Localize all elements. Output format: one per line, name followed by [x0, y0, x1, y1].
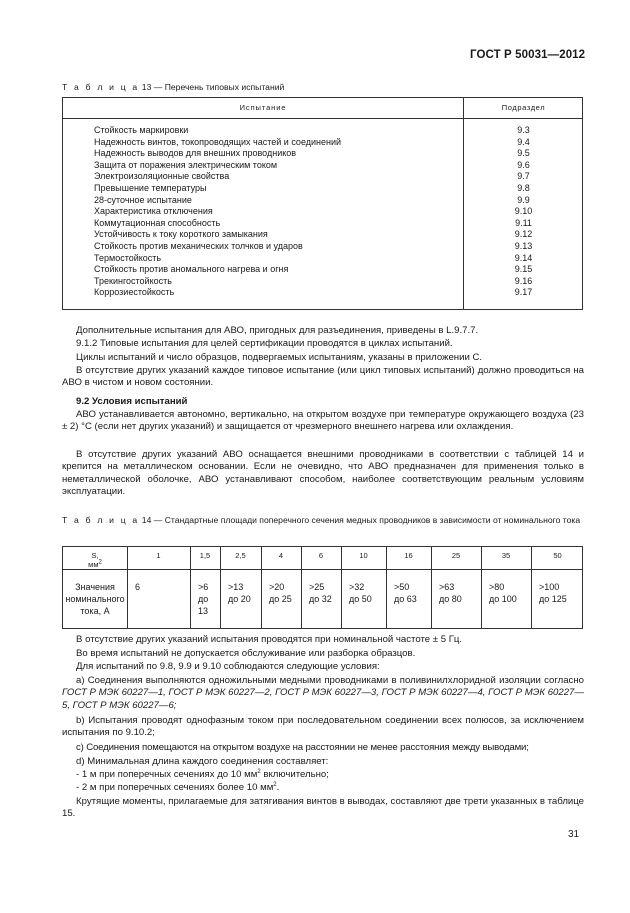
table14-size-header: 1,5 [199, 551, 211, 560]
table14-caption-label: Т а б л и ц а [62, 515, 140, 525]
table14-current-cell: >13 до 20 [228, 582, 251, 604]
table-row [63, 137, 582, 149]
test-section: 9.12 [514, 229, 533, 240]
table-row [63, 206, 582, 218]
table-row [63, 287, 582, 299]
test-name: 28-суточное испытание [94, 194, 192, 205]
table-row [63, 125, 582, 137]
table14-size-header: 4 [278, 551, 284, 560]
test-section: 9.4 [517, 136, 530, 147]
paragraph-additional-tests: Дополнительные испытания для АВО, пригодных для разъединения, приведены в L.9.7.7. [76, 325, 479, 336]
table14-caption [62, 515, 584, 527]
test-name: Стойкость против механических толчков и ударов [94, 241, 303, 251]
table14 [62, 546, 583, 629]
table14-size-header: 25 [451, 551, 461, 560]
test-name: Коммутационная способность [94, 217, 221, 228]
table14-size-header: 6 [318, 551, 324, 560]
table14-row-label: Значения номинального тока, А [65, 582, 125, 616]
test-name: Превышение температуры [94, 183, 207, 193]
table14-size-header: 2,5 [235, 551, 246, 560]
table13-col-test: Испытание [239, 103, 287, 112]
test-name: Трекингостойкость [94, 275, 172, 286]
test-name: Надежность выводов для внешних проводников [94, 148, 297, 159]
table-row [63, 195, 582, 207]
table14-current-cell: >6 до 13 [198, 582, 209, 616]
paragraph-condition-b: b) Испытания проводят однофазным током при последовательном соединении всех полюсов, за исключением испытания по 9.10.2; [62, 715, 584, 739]
paragraph-condition-c: с) Соединения помещаются на открытом воздухе на расстоянии не менее расстояния между выводами; [76, 742, 529, 753]
table14-current-cell: >100 до 125 [539, 582, 567, 604]
table13-caption-text: 13 — Перечень типовых испытаний [141, 82, 285, 92]
paragraph-test-cycles: Циклы испытаний и число образцов, подвергаемых испытаниям, указаны в приложении С. [76, 352, 483, 363]
table14-header-divider [63, 569, 582, 570]
table13-col-section: Подраздел [501, 103, 546, 112]
test-section: 9.10 [514, 206, 533, 217]
standards-reference: ГОСТ Р МЭК 60227—1, ГОСТ Р МЭК 60227—2, ГОСТ Р МЭК 60227—3, ГОСТ Р МЭК 60227—4, ГОСТ Р МЭК 60227—5, ГОСТ Р МЭК 60227—6; [62, 687, 584, 711]
paragraph-9-1-2: 9.1.2 Типовые испытания для целей сертификации проводятся в циклах испытаний. [76, 338, 453, 349]
test-name: Надежность винтов, токопроводящих частей и соединений [94, 136, 342, 147]
table13-caption-label: Т а б л и ц а [62, 82, 140, 92]
table-row [63, 253, 582, 265]
test-section: 9.15 [514, 264, 533, 275]
table-row [63, 276, 582, 288]
test-section: 9.6 [517, 159, 530, 170]
test-name: Электроизоляционные свойства [94, 171, 230, 182]
paragraph-length-1m: - 1 м при поперечных сечениях до 10 $мм^2$ включительно; [76, 768, 329, 780]
table-row [63, 171, 582, 183]
test-name: Устойчивость к току короткого замыкания [94, 229, 268, 240]
test-section: 9.8 [517, 183, 530, 193]
test-section: 9.9 [517, 194, 530, 205]
test-name: Стойкость против аномального нагрева и огня [94, 264, 289, 275]
paragraph-length-2m: - 2 м при поперечных сечениях более 10 $мм^2$. [76, 781, 280, 793]
paragraph-installation: АВО устанавливается автономно, вертикально, на открытом воздухе при температуре окружающего воздуха (23 ± 2) °С (если нет других указаний) и защищается от чрезмерного внешнего нагрева или охлаждения. [62, 409, 584, 433]
test-name: Термостойкость [94, 252, 162, 263]
paragraph-torque: Крутящие моменты, прилагаемые для затягивания винтов в выводах, составляют две трети указанных в таблице 15. [62, 796, 584, 820]
table14-current-cell: >80 до 100 [489, 582, 517, 604]
test-name: Характеристика отключения [94, 206, 213, 217]
paragraph-no-service: Во время испытаний не допускается обслуживание или разборка образцов. [76, 648, 416, 659]
table-row [63, 218, 582, 230]
table14-size-header: 16 [404, 551, 413, 560]
table14-size-header: 50 [553, 551, 562, 560]
test-section: 9.5 [517, 148, 530, 159]
table14-size-header: 10 [359, 551, 368, 560]
paragraph-clean-state: В отсутствие других указаний каждое типовое испытание (или цикл типовых испытаний) должно проводиться на АВО в чистом и новом состоянии. [62, 365, 584, 389]
paragraph-conditions: Для испытаний по 9.8, 9.9 и 9.10 соблюдаются следующие условия: [76, 661, 380, 672]
table14-current-cell: 6 [135, 582, 141, 592]
table-row [63, 183, 582, 195]
table-row [63, 241, 582, 253]
table14-size-header: 35 [501, 551, 511, 560]
paragraph-condition-a: a) Соединения выполняются одножильными медными проводниками в поливинилхлоридной изоляции согласно ГОСТ Р МЭК 60227—1, ГОСТ Р МЭК 60227—2, ГОСТ Р МЭК 60227—3, ГОСТ Р МЭК 60227—4, ГОСТ Р МЭК 60227—5, ГОСТ Р МЭК 60227—6; [62, 675, 584, 711]
table14-current-cell: >63 до 80 [439, 582, 462, 604]
table-row [63, 160, 582, 172]
table14-caption-text: 14 — Стандартные площади поперечного сечения медных проводников в зависимости от номинального тока [141, 515, 581, 525]
table14-current-cell: >25 до 32 [309, 582, 332, 604]
table14-current-cell: >50 до 63 [394, 582, 417, 604]
test-section: 9.14 [514, 252, 533, 263]
table14-unit-header: S, $мм^2$ [88, 551, 102, 569]
paragraph-conductors: В отсутствие других указаний АВО оснащается внешними проводниками в соответствии с таблицей 14 и крепится на металлическом основании. Если не очевидно, что АВО предназначен для применения только в неметаллической оболочке, АВО устанавливают способом, наиболее соответствующим реальным условиям эксплуатации. [62, 449, 584, 497]
table-row [63, 229, 582, 241]
test-name: Коррозиестойкость [94, 287, 175, 298]
table-row [63, 264, 582, 276]
test-section: 9.7 [517, 171, 530, 182]
test-section: 9.16 [514, 275, 533, 286]
test-section: 9.17 [514, 287, 533, 298]
test-section: 9.11 [515, 217, 532, 228]
paragraph-frequency: В отсутствие других указаний испытания проводятся при номинальной частоте ± 5 Гц. [76, 634, 463, 645]
table13-caption [62, 82, 284, 94]
test-name: Защита от поражения электрическим током [94, 159, 278, 170]
page-number: 31 [568, 829, 580, 840]
table13 [62, 97, 583, 310]
paragraph-condition-d: d) Минимальная длина каждого соединения составляет: [76, 756, 329, 767]
table14-size-header: 1 [156, 551, 161, 560]
table14-current-cell: >20 до 25 [269, 582, 292, 604]
test-name: Стойкость маркировки [94, 125, 189, 135]
standard-header: ГОСТ Р 50031—2012 [470, 49, 586, 61]
test-section: 9.3 [517, 125, 530, 135]
section-heading-9-2: 9.2 Условия испытаний [76, 396, 188, 407]
table14-current-cell: >32 до 50 [349, 582, 372, 604]
test-section: 9.13 [514, 241, 533, 251]
table-row [63, 148, 582, 160]
